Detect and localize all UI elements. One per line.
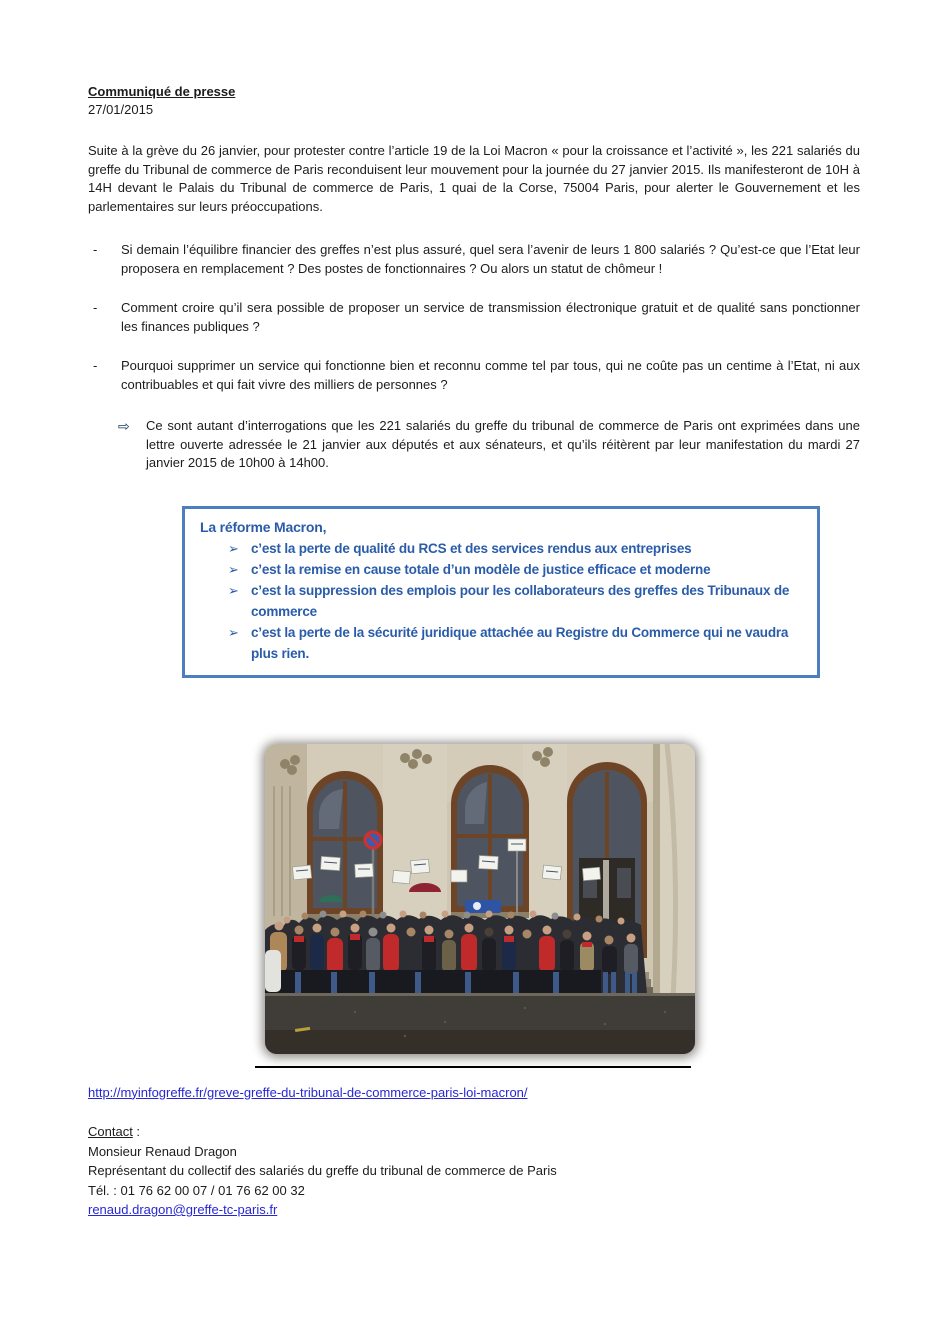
dash-marker: - [93, 300, 98, 315]
contact-block [88, 1122, 860, 1220]
dash-marker: - [93, 358, 98, 373]
bullet-item [88, 357, 860, 394]
box-item [228, 580, 807, 622]
arrow-icon: ⇨ [118, 418, 130, 434]
box-item [228, 538, 807, 559]
dash-marker: - [93, 242, 98, 257]
box-item-text: c’est la remise en cause totale d’un modèle de justice efficace et moderne [251, 561, 711, 577]
page-title: Communiqué de presse [88, 84, 236, 99]
arrowhead-bullet-icon: ➢ [228, 624, 239, 640]
contact-phone: Tél. : 01 76 62 00 07 / 01 76 62 00 32 [88, 1182, 305, 1198]
conclusion-item [118, 417, 860, 473]
box-item [228, 622, 807, 664]
bullet-text: Si demain l’équilibre financier des greffes n’est plus assuré, quel sera l’avenir de leurs 1 800 salariés ? Qu’est-ce que l’Etat leur proposera en remplacement ? Des postes de fonctionnaires ? Ou alors un statut de chômeur ! [121, 242, 860, 276]
contact-role: Représentant du collectif des salariés du greffe du tribunal de commerce de Paris [88, 1163, 557, 1178]
contact-email-row [88, 1200, 860, 1220]
box-item-text: c’est la perte de qualité du RCS et des services rendus aux entreprises [251, 540, 692, 556]
box-item [228, 559, 807, 580]
article-link-row [88, 1084, 860, 1103]
box-item-text: c’est la perte de la sécurité juridique attachée au Registre du Commerce qui ne vaudra plus rien. [251, 624, 789, 661]
bullet-text: Comment croire qu’il sera possible de proposer un service de transmission électronique gratuit et de qualité sans ponctionner les finances publiques ? [121, 300, 860, 334]
arrowhead-bullet-icon: ➢ [228, 582, 239, 598]
article-link[interactable]: http://myinfogreffe.fr/greve-greffe-du-tribunal-de-commerce-paris-loi-macron/ [88, 1084, 528, 1100]
box-title: La réforme Macron, [200, 518, 327, 535]
bullet-text: Pourquoi supprimer un service qui fonctionne bien et reconnu comme tel par tous, qui ne coûte pas un centime à l’Etat, ni aux contribuables et qui fait vivre des milliers de personnes ? [121, 358, 860, 392]
photo-divider-line [255, 1066, 691, 1068]
arrowhead-bullet-icon: ➢ [228, 540, 239, 556]
contact-heading-colon: : [132, 1124, 141, 1139]
bullet-list [88, 241, 860, 394]
intro-paragraph: Suite à la grève du 26 janvier, pour protester contre l’article 19 de la Loi Macron « pour la croissance et l’activité », les 221 salariés du greffe du Tribunal de commerce de Paris reconduisent leur mouvement pour la journée du 27 janvier 2015. Ils manifesteront de 10H à 14H devant le Palais du Tribunal de commerce de Paris, 1 quai de la Corse, 75004 Paris, pour alerter le Gouvernement et les parlementaires sur leurs préoccupations. [88, 143, 860, 214]
box-item-text: c’est la suppression des emplois pour les collaborateurs des greffes des Tribunaux de commerce [251, 582, 790, 619]
demonstration-photo-illustration [265, 744, 695, 1054]
bullet-item [88, 299, 860, 336]
contact-name: Monsieur Renaud Dragon [88, 1143, 237, 1159]
contact-heading-row [88, 1122, 860, 1142]
demonstration-photo [265, 744, 695, 1054]
macron-reform-box [182, 506, 820, 678]
contact-email-link[interactable]: renaud.dragon@greffe-tc-paris.fr [88, 1202, 278, 1217]
arrowhead-bullet-icon: ➢ [228, 561, 239, 577]
date: 27/01/2015 [88, 102, 154, 117]
bullet-item [88, 241, 860, 278]
conclusion-text: Ce sont autant d’interrogations que les 221 salariés du greffe du tribunal de commerce de Paris ont exprimées dans une lettre ouverte adressée le 21 janvier aux députés et aux sénateurs, et qu’ils réitèrent par leur manifestation du mardi 27 janvier 2015 de 10h00 à 14h00. [146, 418, 860, 470]
contact-heading: Contact [88, 1124, 133, 1139]
